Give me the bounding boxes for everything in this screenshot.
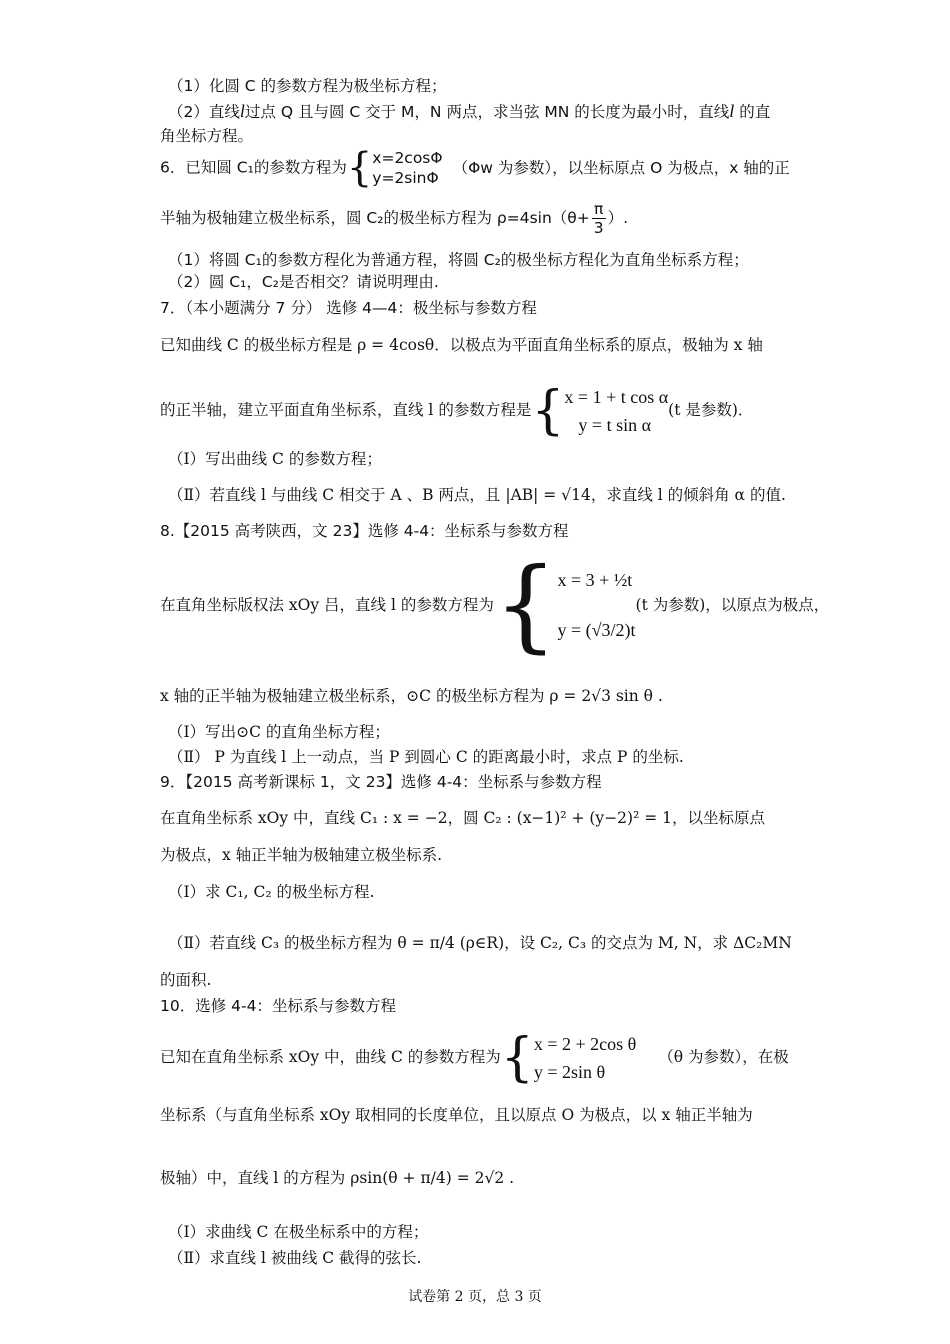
p8-q2: （Ⅱ） P 为直线 l 上一动点，当 P 到圆心 C 的距离最小时，求点 P 的坐标.	[168, 748, 684, 766]
p9-heading: 9．【2015 高考新课标 1，文 23】选修 4-4：坐标系与参数方程	[160, 773, 602, 791]
p7-q2: （Ⅱ）若直线 l 与曲线 C 相交于 A 、B 两点，且 |AB| = √14，求直线 l 的倾斜角 α 的值.	[168, 486, 786, 504]
p5-q2-line2: 角坐标方程。	[160, 127, 254, 145]
p9-line1: 在直角坐标系 xOy 中，直线 C₁ : x = −2，圆 C₂ : (x−1)² + (y−2)² = 1，以坐标原点	[160, 809, 766, 827]
p10-q1: （Ⅰ）求曲线 C 在极坐标系中的方程；	[168, 1223, 429, 1241]
p7-line1: 已知曲线 C 的极坐标方程是 ρ = 4cosθ．以极点为平面直角坐标系的原点，极轴为 x 轴	[160, 336, 763, 354]
p5-q2-line1: （2）直线l过点 Q 且与圆 C 交于 M，N 两点，求当弦 MN 的长度为最小时，直线l 的直	[168, 101, 771, 121]
p9-q2-end: 的面积.	[160, 971, 212, 989]
p8-line1: 在直角坐标版权法 xOy 吕，直线 l 的参数方程为{ x = 3 + ½t y = (√3/2)t (t 为参数)，以原点为极点，	[160, 546, 830, 663]
p5-q1: （1）化圆 C 的参数方程为极坐标方程；	[168, 77, 447, 95]
p10-line3: 极轴）中，直线 l 的方程为 ρsin(θ + π/4) = 2√2 .	[160, 1169, 515, 1187]
p10-heading: 10．选修 4-4：坐标系与参数方程	[160, 997, 396, 1015]
page-footer: 试卷第 2 页，总 3 页	[408, 1289, 542, 1305]
p10-q2: （Ⅱ）求直线 l 被曲线 C 截得的弦长.	[168, 1249, 422, 1267]
p6-q2: （2）圆 C₁，C₂是否相交？请说明理由.	[168, 273, 439, 291]
p6-q1: （1）将圆 C₁的参数方程化为普通方程，将圆 C₂的极坐标方程化为直角坐标系方程；	[168, 251, 749, 269]
p10-line2: 坐标系（与直角坐标系 xOy 取相同的长度单位，且以原点 O 为极点，以 x 轴正半轴为	[160, 1106, 753, 1124]
p6-line2: 半轴为极轴建立极坐标系，圆 C₂的极坐标方程为 ρ=4sin（θ+ $\frac{\pi}{3}$ ）.	[160, 200, 629, 237]
p9-q1: （Ⅰ）求 C₁, C₂ 的极坐标方程.	[168, 883, 375, 901]
p7-heading: 7．（本小题满分 7 分） 选修 4—4：极坐标与参数方程	[160, 299, 537, 317]
p7-q1: （Ⅰ）写出曲线 C 的参数方程；	[168, 450, 382, 468]
p8-q1: （Ⅰ）写出⊙C 的直角坐标方程；	[168, 723, 390, 741]
p7-line2: 的正半轴，建立平面直角坐标系，直线 l 的参数方程是{ x = 1 + t cos α y = t sin α (t 是参数)．	[160, 381, 754, 441]
p10-line1: 已知在直角坐标系 xOy 中，曲线 C 的参数方程为{ x = 2 + 2cos θ y = 2sin θ （θ 为参数），在极	[160, 1028, 789, 1088]
p8-line2: x 轴的正半轴为极轴建立极坐标系，⊙C 的极坐标方程为 ρ = 2√3 sin θ .	[160, 687, 663, 705]
p6-statement: 6．已知圆 C₁的参数方程为{ x=2cosΦ y=2sinΦ （Φw 为参数），以坐标原点 O 为极点，x 轴的正	[160, 145, 790, 191]
p8-heading: 8.【2015 高考陕西，文 23】选修 4-4：坐标系与参数方程	[160, 522, 569, 540]
p9-line2: 为极点，x 轴正半轴为极轴建立极坐标系.	[160, 846, 443, 864]
p9-q2: （Ⅱ）若直线 C₃ 的极坐标方程为 θ = π/4 (ρ∈R)，设 C₂, C₃ 的交点为 M, N，求 ΔC₂MN	[168, 934, 792, 952]
